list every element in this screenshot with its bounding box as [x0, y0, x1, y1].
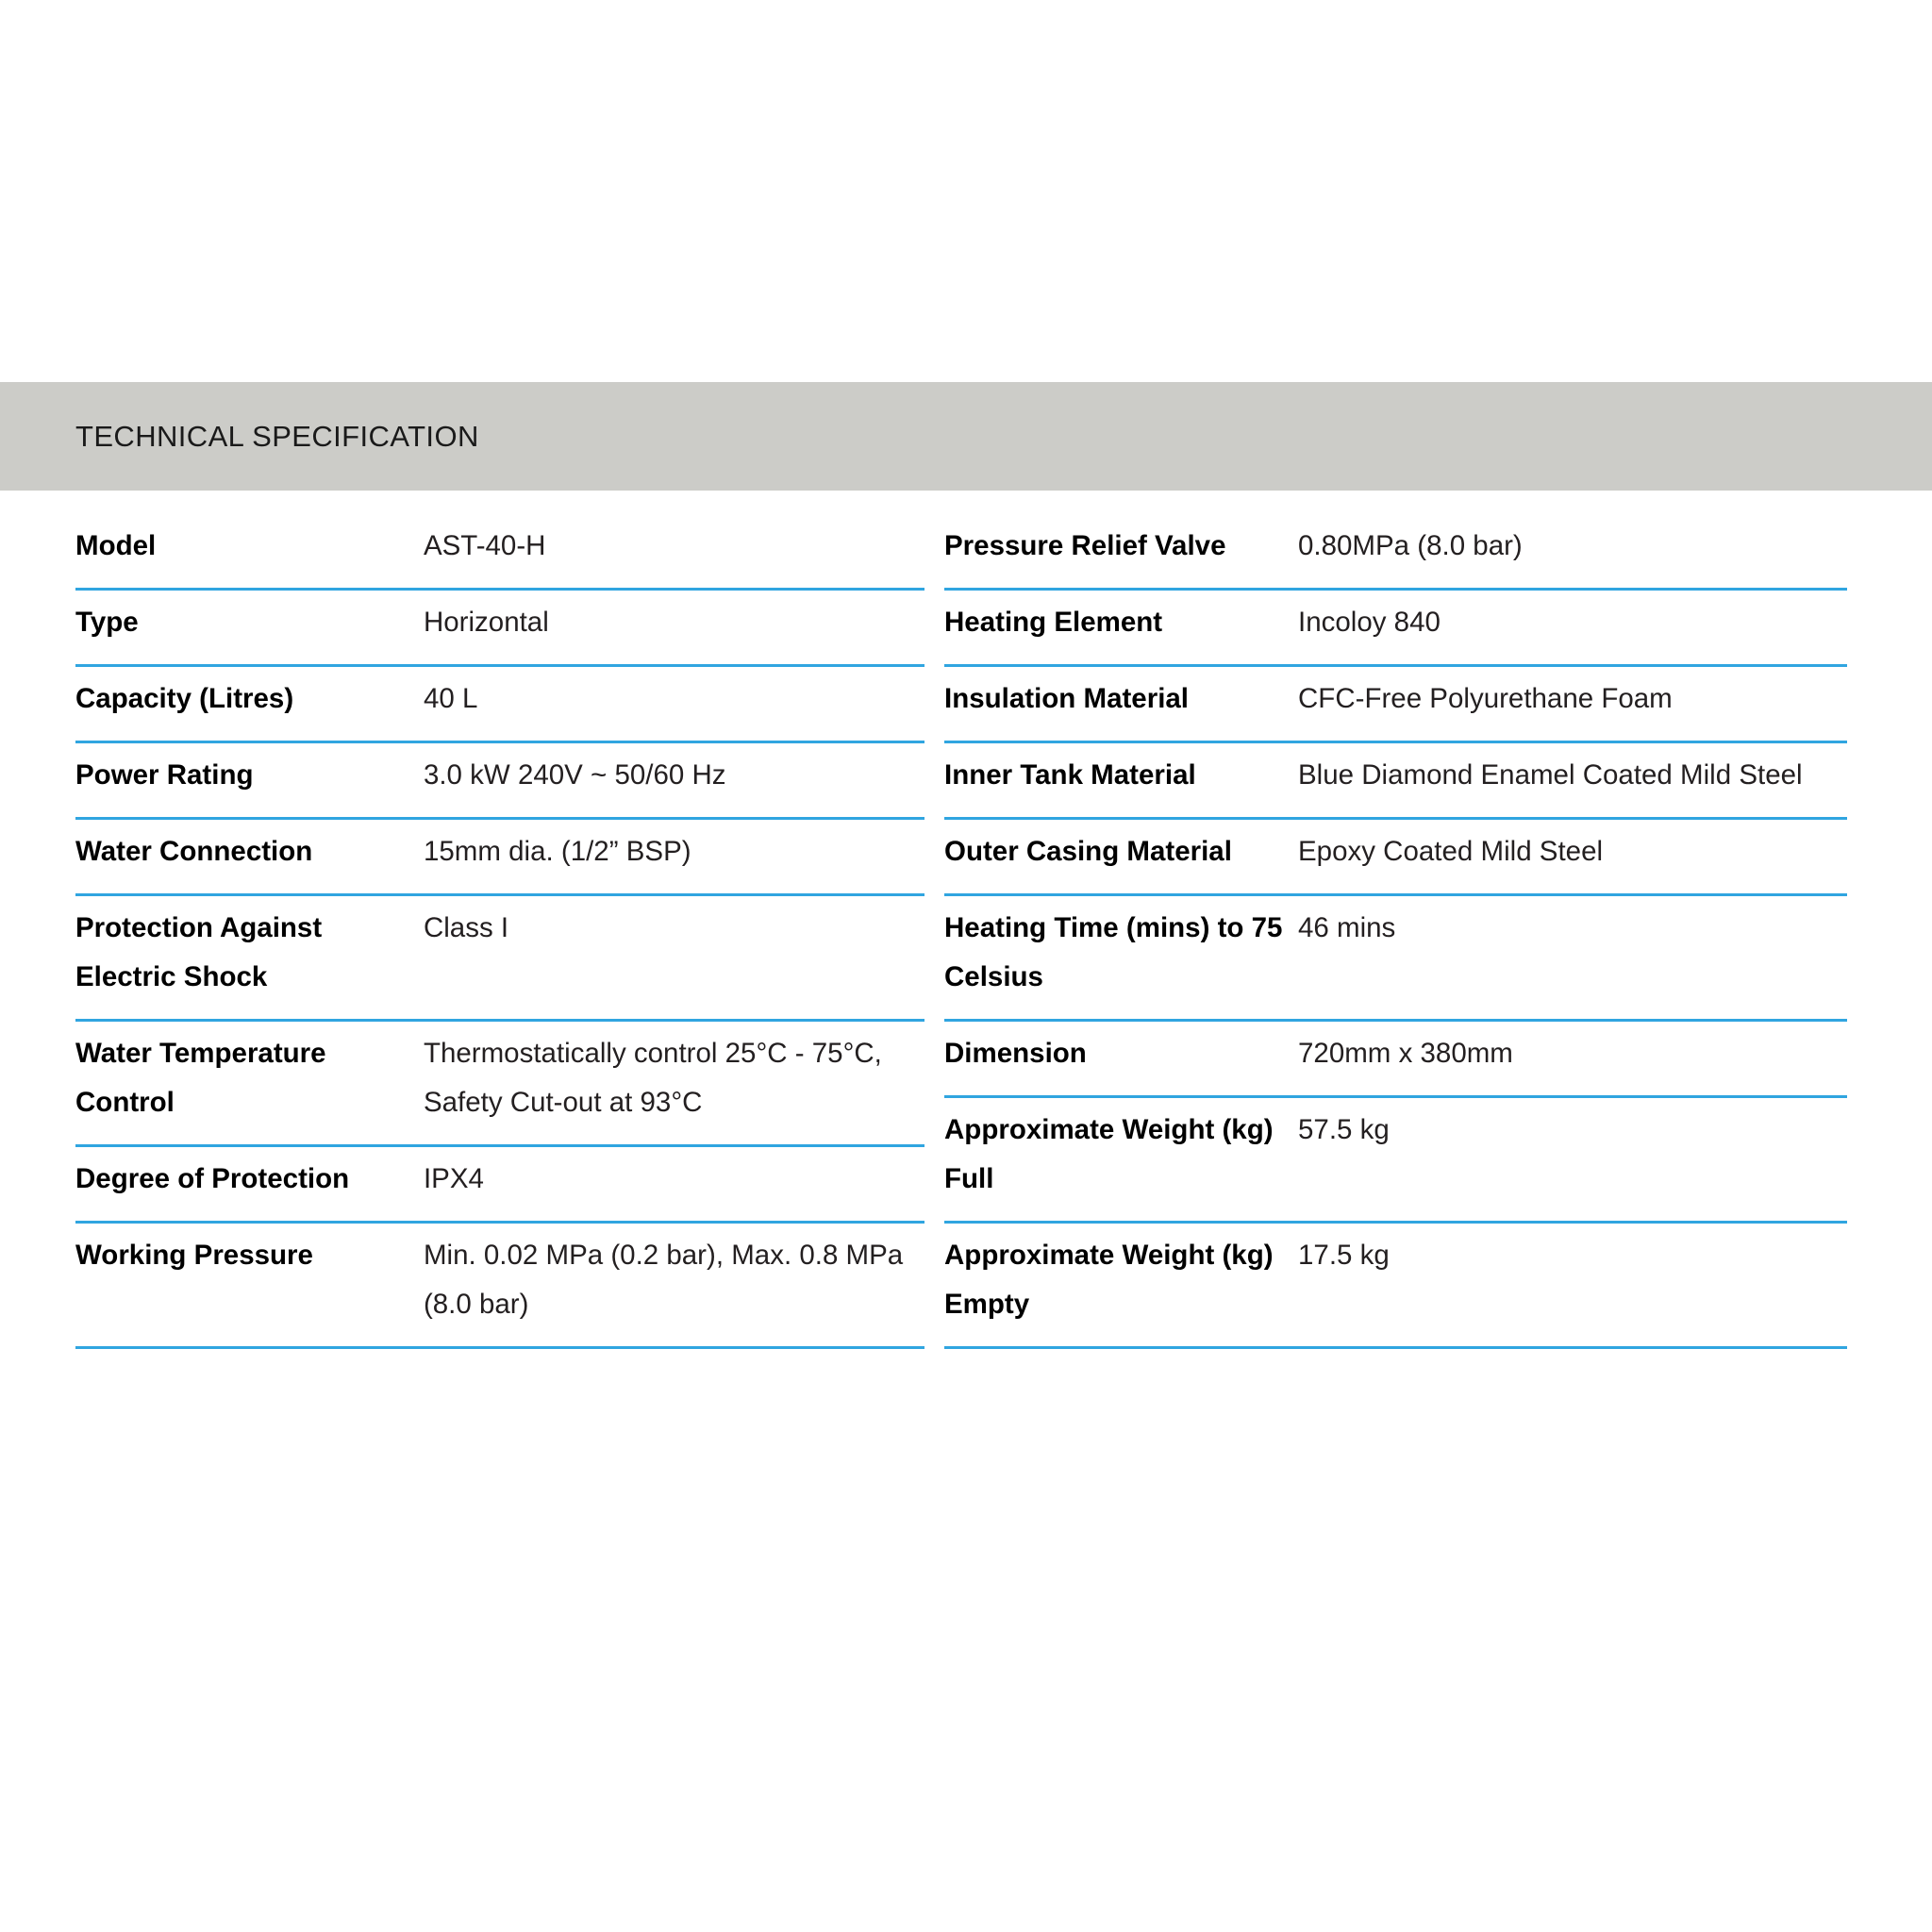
spec-value: Blue Diamond Enamel Coated Mild Steel	[1298, 759, 1803, 791]
table-row	[75, 820, 924, 896]
table-row	[944, 591, 1847, 667]
spec-value: Incoloy 840	[1298, 607, 1441, 638]
spec-label: Inner Tank Material	[944, 759, 1196, 791]
spec-label: Insulation Material	[944, 683, 1189, 714]
table-row	[944, 820, 1847, 896]
table-row	[75, 591, 924, 667]
spec-label: Water Connection	[75, 836, 313, 867]
spec-value: Class I	[423, 912, 509, 943]
spec-label: Working Pressure	[75, 1240, 313, 1271]
table-row	[75, 743, 924, 820]
spec-label: Pressure Relief Valve	[944, 530, 1226, 561]
specification-columns	[0, 514, 1932, 1349]
spec-label: Water Temperature Control	[75, 1038, 326, 1118]
spec-label: Type	[75, 607, 139, 638]
spec-value: 720mm x 380mm	[1298, 1038, 1513, 1069]
spec-label: Degree of Protection	[75, 1163, 350, 1194]
table-row	[75, 514, 924, 591]
table-row	[75, 667, 924, 743]
spec-value: CFC-Free Polyurethane Foam	[1298, 683, 1673, 714]
section-header-band	[0, 382, 1932, 491]
table-row	[944, 1022, 1847, 1098]
spec-value: 57.5 kg	[1298, 1114, 1390, 1145]
spec-column-left	[0, 514, 943, 1349]
table-row	[944, 896, 1847, 1022]
table-row	[944, 667, 1847, 743]
table-row	[944, 514, 1847, 591]
spec-value: IPX4	[423, 1163, 484, 1194]
spec-label: Heating Time (mins) to 75 Celsius	[944, 912, 1283, 992]
spec-value: Horizontal	[423, 607, 549, 638]
page-title: TECHNICAL SPECIFICATION	[75, 419, 479, 453]
table-row	[75, 896, 924, 1022]
table-row	[944, 1224, 1847, 1349]
spec-column-right	[943, 514, 1932, 1349]
spec-value: Thermostatically control 25°C - 75°C, Safety Cut-out at 93°C	[423, 1038, 882, 1118]
spec-value: 3.0 kW 240V ~ 50/60 Hz	[423, 759, 726, 791]
spec-label: Capacity (Litres)	[75, 683, 294, 714]
spec-label: Approximate Weight (kg) Full	[944, 1114, 1274, 1194]
spec-label: Protection Against Electric Shock	[75, 912, 323, 992]
spec-value: 17.5 kg	[1298, 1240, 1390, 1271]
spec-value: Min. 0.02 MPa (0.2 bar), Max. 0.8 MPa (8.0 bar)	[423, 1240, 904, 1320]
table-row	[75, 1022, 924, 1147]
spec-label: Approximate Weight (kg) Empty	[944, 1240, 1274, 1320]
spec-label: Power Rating	[75, 759, 254, 791]
spec-label: Dimension	[944, 1038, 1087, 1069]
spec-value: 15mm dia. (1/2” BSP)	[423, 836, 691, 867]
table-row	[944, 743, 1847, 820]
spec-value: 46 mins	[1298, 912, 1396, 943]
spec-value: AST-40-H	[423, 530, 546, 561]
spec-value: 0.80MPa (8.0 bar)	[1298, 530, 1523, 561]
spec-value: Epoxy Coated Mild Steel	[1298, 836, 1604, 867]
spec-label: Model	[75, 530, 157, 561]
spec-label: Heating Element	[944, 607, 1163, 638]
table-row	[944, 1098, 1847, 1224]
table-row	[75, 1147, 924, 1224]
spec-value: 40 L	[423, 683, 478, 714]
spec-label: Outer Casing Material	[944, 836, 1232, 867]
table-row	[75, 1224, 924, 1349]
